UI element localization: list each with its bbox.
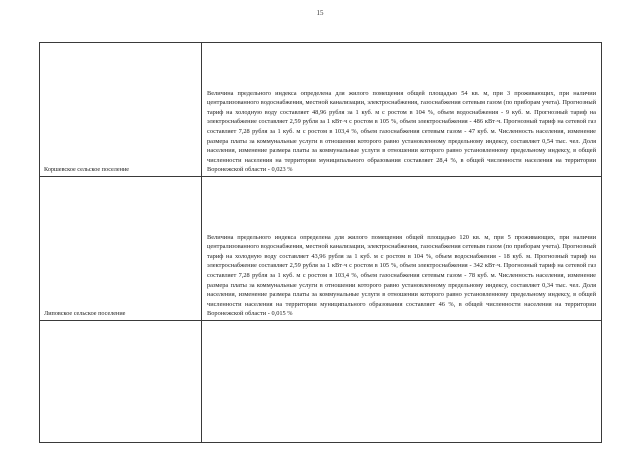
empty-table-row [40,321,602,443]
settlement-index-table [39,42,602,443]
index-description-cell [202,177,602,321]
table-row [40,43,602,177]
index-description-text: Величина предельного индекса определена для жилого помещения общей площадью 54 кв. м, при 3 проживающих, при наличии централизованного водоснабжения, местной канализации, электроснабжения, газоснабжения сетевым газом (по приборам учета). Прогнозный тариф на холодную воду составляет 48,96 рубля за 1 куб. м с ростом в 104 %, объем водоснабжения - 9 куб. м. Прогнозный тариф на электроснабжение составляет 2,59 рубля за 1 кВт·ч с ростом в 105 %, объем электроснабжения - 486 кВт·ч. Прогнозный тариф на сетевой газ составляет 7,28 рубля за 1 куб. м с ростом в 103,4 %, объем газоснабжения сетевым газом - 47 куб. м. Численность населения, изменение размера платы за коммунальные услуги в отношении которого равно установленному предельному индексу, составляет 0,54 тыс. чел. Доля населения, изменение размера платы за коммунальные услуги в отношении которого равно установленному предельному индексу, в общей численности населения на территории муниципального образования составляет 28,4 %, в общей численности населения на территории Воронежской области - 0,023 % [207,89,596,174]
settlement-name-cell: Липовское сельское поселение [40,177,202,321]
empty-cell [202,321,602,443]
empty-cell [40,321,202,443]
settlement-name-cell: Коршевское сельское поселение [40,43,202,177]
index-description-text: Величина предельного индекса определена для жилого помещения общей площадью 120 кв. м, при 5 проживающих, при наличии централизованного водоснабжения, местной канализации, электроснабжения, газоснабжения сетевым газом (по приборам учета). Прогнозный тариф на холодную воду составляет 43,96 рубля за 1 куб. м с ростом в 104 %, объем водоснабжения - 18 куб. м. Прогнозный тариф на электроснабжение составляет 2,59 рубля за 1 кВт·ч с ростом в 105 %, объем электроснабжения - 342 кВт·ч. Прогнозный тариф на сетевой газ составляет 7,28 рубля за 1 куб. м с ростом в 103,4 %, объем газоснабжения сетевым газом - 78 куб. м. Численность населения, изменение размера платы за коммунальные услуги в отношении которого равно установленному предельному индексу, составляет 0,34 тыс. чел. Доля населения, изменение размера платы за коммунальные услуги в отношении которого равно установленному предельному индексу, в общей численности населения на территории муниципального образования составляет 46 %, в общей численности населения на территории Воронежской области - 0,015 % [207,233,596,318]
index-description-cell [202,43,602,177]
table-row [40,177,602,321]
page-number: 15 [316,9,324,17]
